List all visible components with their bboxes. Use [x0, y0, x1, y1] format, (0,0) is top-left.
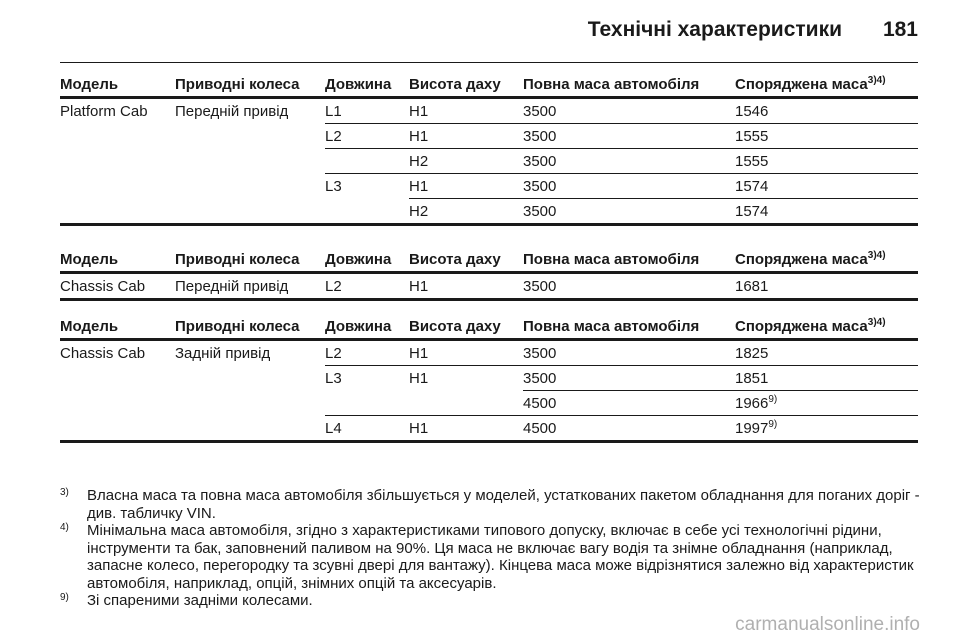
column-header-height: Висота даху	[409, 248, 523, 273]
table-header-row	[60, 73, 918, 98]
column-header-drive: Приводні колеса	[175, 73, 325, 98]
footnote-mark: 4)	[60, 522, 69, 533]
cell-gross: 3500	[523, 98, 735, 124]
cell-length: L2	[325, 273, 409, 300]
table-row	[60, 391, 918, 416]
column-header-gross: Повна маса автомобіля	[523, 73, 735, 98]
spec-table-platform-cab	[60, 73, 918, 226]
cell-model: Chassis Cab	[60, 344, 146, 362]
column-header-length: Довжина	[325, 315, 409, 340]
column-header-drive: Приводні колеса	[175, 315, 325, 340]
cell-height: H1	[409, 369, 429, 387]
column-header-model: Модель	[60, 315, 175, 340]
column-header-model: Модель	[60, 248, 175, 273]
page-number: 181	[882, 18, 918, 41]
table-header-row	[60, 248, 918, 273]
column-header-gross: Повна маса автомобіля	[523, 248, 735, 273]
cell-height: H1	[409, 174, 523, 199]
cell-drive: Передній привід	[175, 273, 325, 300]
cell-curb: 1555	[735, 124, 918, 149]
column-header-curb	[735, 315, 918, 340]
footnote-text: Власна маса та повна маса автомобіля збільшується у моделей, устаткованих пакетом обладнання для поганих доріг - див. табличку VIN.	[87, 487, 920, 522]
footnote	[60, 592, 920, 610]
curb-value: 1997	[735, 419, 769, 437]
cell-length: L4	[325, 416, 409, 442]
column-header-length: Довжина	[325, 248, 409, 273]
spec-table-chassis-cab-front	[60, 248, 918, 301]
column-header-curb	[735, 248, 918, 273]
cell-height: H1	[409, 416, 523, 442]
table-row	[60, 340, 918, 366]
cell-curb: 1825	[735, 340, 918, 366]
cell-drive: Передній привід	[175, 102, 289, 120]
cell-height: H2	[409, 149, 523, 174]
cell-curb: 1546	[735, 98, 918, 124]
column-header-length: Довжина	[325, 73, 409, 98]
cell-gross: 3500	[523, 124, 735, 149]
column-header-height: Висота даху	[409, 315, 523, 340]
table-row	[60, 273, 918, 300]
footnote-mark: 3)	[60, 487, 69, 498]
cell-length: L2	[325, 340, 409, 366]
cell-length: L1	[325, 98, 409, 124]
table-row	[60, 199, 918, 225]
curb-value: 1966	[735, 394, 769, 412]
curb-value-footnote-ref: 9)	[768, 393, 778, 405]
table-row	[60, 124, 918, 149]
cell-length: L2	[325, 124, 409, 149]
curb-label: Споряджена маса	[735, 76, 868, 93]
cell-gross: 3500	[523, 149, 735, 174]
cell-length	[325, 391, 409, 416]
cell-gross: 4500	[523, 391, 735, 416]
column-header-drive: Приводні колеса	[175, 248, 325, 273]
cell-gross: 3500	[523, 273, 735, 300]
cell-height: H1	[409, 98, 523, 124]
cell-drive: Задній привід	[175, 344, 271, 362]
cell-curb	[735, 416, 918, 442]
column-header-height: Висота даху	[409, 73, 523, 98]
cell-curb: 1574	[735, 174, 918, 199]
curb-footnote-ref: 3)4)	[867, 317, 886, 328]
table-row	[60, 98, 918, 124]
page-title: Технічні характеристики	[587, 18, 842, 41]
column-header-model: Модель	[60, 73, 175, 98]
cell-curb	[735, 391, 918, 416]
cell-curb: 1681	[735, 273, 918, 300]
cell-height: H1	[409, 273, 523, 300]
header-rule	[60, 62, 918, 63]
watermark: carmanualsonline.info	[735, 614, 920, 635]
cell-length: L3	[325, 177, 342, 195]
cell-gross: 4500	[523, 416, 735, 442]
cell-model: Platform Cab	[60, 102, 148, 120]
table-header-row	[60, 315, 918, 340]
table-row	[60, 174, 918, 199]
cell-model: Chassis Cab	[60, 273, 175, 300]
cell-gross: 3500	[523, 366, 735, 391]
footnote-text: Мінімальна маса автомобіля, згідно з характеристиками типового допуску, включає в себе усі технологічні рідини, інструменти та бак, заповнений паливом на 90%. Ця маса не включає вагу водія та знімне обладнання (наприклад, запасне колесо, перегородку та зсувні двері для вантажу). Кінцева маса може відрізнятися залежно від характеристик автомобіля, наприклад, опцій, знімних опцій та аксесуарів.	[87, 522, 914, 592]
cell-height: H2	[409, 199, 523, 225]
cell-curb: 1851	[735, 366, 918, 391]
curb-footnote-ref: 3)4)	[867, 75, 886, 86]
table-row	[60, 366, 918, 391]
cell-gross: 3500	[523, 174, 735, 199]
cell-length: L3	[325, 369, 342, 387]
footnote-text: Зі спареними задніми колесами.	[87, 592, 313, 609]
cell-curb: 1555	[735, 149, 918, 174]
spec-table-chassis-cab-rear	[60, 315, 918, 443]
curb-footnote-ref: 3)4)	[867, 250, 886, 261]
cell-curb: 1574	[735, 199, 918, 225]
footnote	[60, 487, 920, 522]
cell-gross: 3500	[523, 340, 735, 366]
curb-label: Споряджена маса	[735, 318, 868, 335]
cell-height	[409, 391, 523, 416]
column-header-curb	[735, 73, 918, 98]
page-header	[60, 14, 918, 48]
cell-height: H1	[409, 124, 523, 149]
table-row	[60, 149, 918, 174]
cell-height: H1	[409, 340, 523, 366]
curb-label: Споряджена маса	[735, 251, 868, 268]
curb-value-footnote-ref: 9)	[768, 418, 778, 430]
cell-length	[325, 199, 409, 225]
table-row	[60, 416, 918, 442]
footnote-mark: 9)	[60, 592, 69, 603]
column-header-gross: Повна маса автомобіля	[523, 315, 735, 340]
footnotes	[60, 487, 920, 610]
cell-length	[325, 149, 409, 174]
cell-gross: 3500	[523, 199, 735, 225]
footnote	[60, 522, 920, 592]
